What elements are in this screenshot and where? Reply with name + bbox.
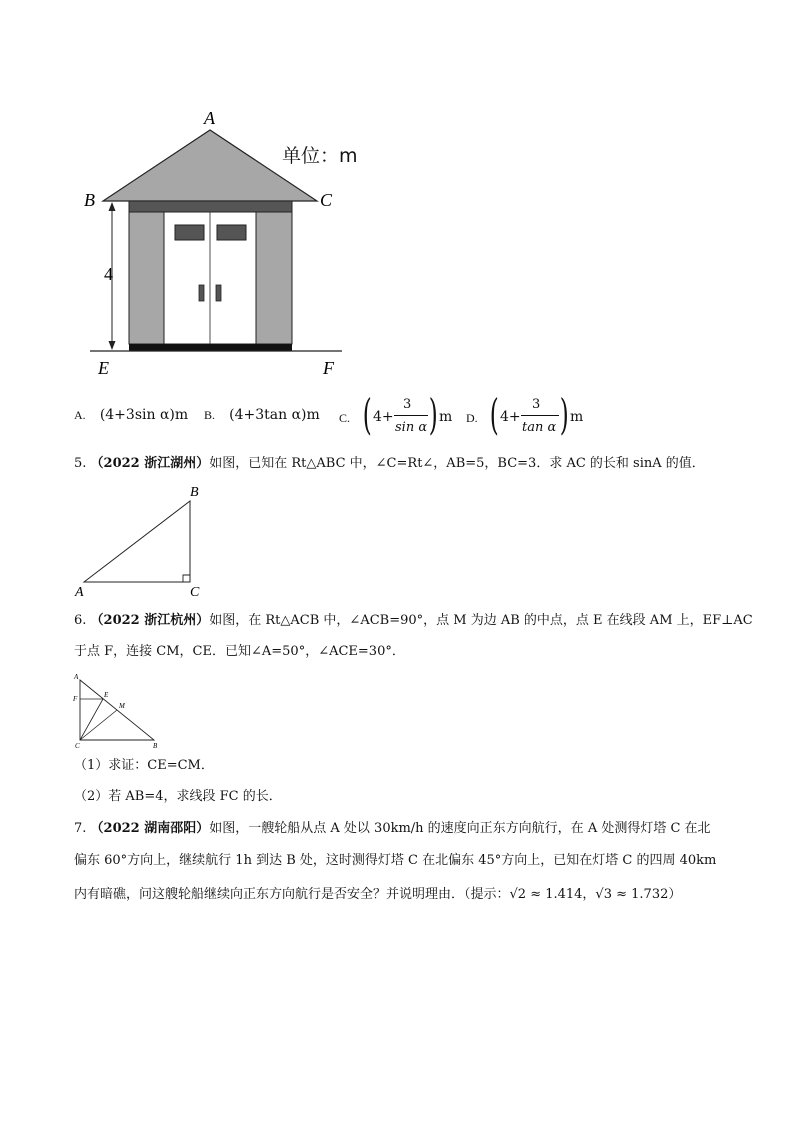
option-a-expr: (4+3sin α)m <box>99 407 189 423</box>
q6-triangle-figure <box>72 672 172 752</box>
q6-source: （2022 浙江杭州） <box>90 613 210 628</box>
option-d-denominator: tan α <box>522 420 557 435</box>
q7-source: （2022 湖南邵阳） <box>90 821 210 836</box>
option-d-unit: m <box>570 409 584 425</box>
window-right <box>217 225 246 240</box>
q6-label-c: C <box>75 742 80 750</box>
label-e: E <box>98 358 109 378</box>
q6-label-a: A <box>74 673 79 681</box>
option-c-denominator: sin α <box>395 420 428 435</box>
label-b: B <box>84 190 95 210</box>
q5-number: 5. <box>74 456 87 471</box>
unit-label: 单位：m <box>282 145 358 167</box>
q5-triangle-figure <box>70 480 210 600</box>
option-d-letter: D. <box>466 411 478 425</box>
question-7-line-1 <box>74 822 711 835</box>
left-wall <box>129 212 164 344</box>
window-left <box>175 225 204 240</box>
q6-line1: 如图，在 Rt△ACB 中，∠ACB=90°，点 M 为边 AB 的中点，点 E 在线段 AM 上，EF⊥AC <box>209 613 753 628</box>
option-b-expr: (4+3tan α)m <box>229 407 320 423</box>
question-5 <box>74 457 705 470</box>
q6-part-1: （1）求证：CE=CM． <box>74 758 214 773</box>
label-c: C <box>320 190 333 210</box>
option-b-letter: B. <box>204 408 216 422</box>
label-a: A <box>204 108 215 128</box>
q6-number: 6. <box>74 613 87 628</box>
q5-text: 如图，已知在 Rt△ABC 中，∠C=Rt∠，AB=5，BC=3．求 AC 的长和 sinA 的值． <box>209 456 705 471</box>
q6-label-b: B <box>153 742 158 750</box>
q6-label-m: M <box>119 702 125 710</box>
handle-right <box>216 285 221 301</box>
option-d-lead: 4+ <box>500 409 521 425</box>
question-6-line-2: 于点 F，连接 CM，CE．已知∠A=50°，∠ACE=30°． <box>74 644 405 659</box>
option-c: C. ( 4+ 3 sin α ) m <box>339 390 453 439</box>
option-c-numerator: 3 <box>403 397 412 412</box>
option-d: D. ( 4+ 3 tan α ) m <box>466 390 584 439</box>
height-label: 4 <box>104 264 113 284</box>
q5-label-b: B <box>190 485 199 500</box>
option-c-letter: C. <box>339 411 351 425</box>
option-b <box>204 408 320 422</box>
right-wall <box>256 212 292 344</box>
roof-beam <box>129 201 292 212</box>
q7-line1: 如图，一艘轮船从点 A 处以 30km/h 的速度向正东方向航行，在 A 处测得灯塔 C 在北 <box>209 821 711 836</box>
q6-part-2: （2）若 AB=4，求线段 FC 的长． <box>74 789 282 804</box>
house-base <box>129 344 292 351</box>
q6-label-e: E <box>104 691 109 699</box>
q7-number: 7. <box>74 821 87 836</box>
q5-source: （2022 浙江湖州） <box>90 456 210 471</box>
q5-label-a: A <box>75 585 84 600</box>
option-a-letter: A. <box>74 408 86 422</box>
option-c-unit: m <box>439 409 453 425</box>
option-d-numerator: 3 <box>532 397 541 412</box>
option-a <box>74 408 188 422</box>
question-7-line-2: 偏东 60°方向上，继续航行 1h 到达 B 处，这时测得灯塔 C 在北偏东 45°方向上，已知在灯塔 C 的四周 40km <box>74 853 717 868</box>
label-f: F <box>323 358 334 378</box>
question-7-line-3: 内有暗礁，问这艘轮船继续向正东方向航行是否安全？并说明理由．（提示：√2 ≈ 1.414，√3 ≈ 1.732） <box>74 887 682 902</box>
q5-label-c: C <box>190 585 200 600</box>
option-c-lead: 4+ <box>373 409 394 425</box>
q6-label-f: F <box>73 695 78 703</box>
question-6-line-1 <box>74 614 753 627</box>
handle-left <box>199 285 204 301</box>
